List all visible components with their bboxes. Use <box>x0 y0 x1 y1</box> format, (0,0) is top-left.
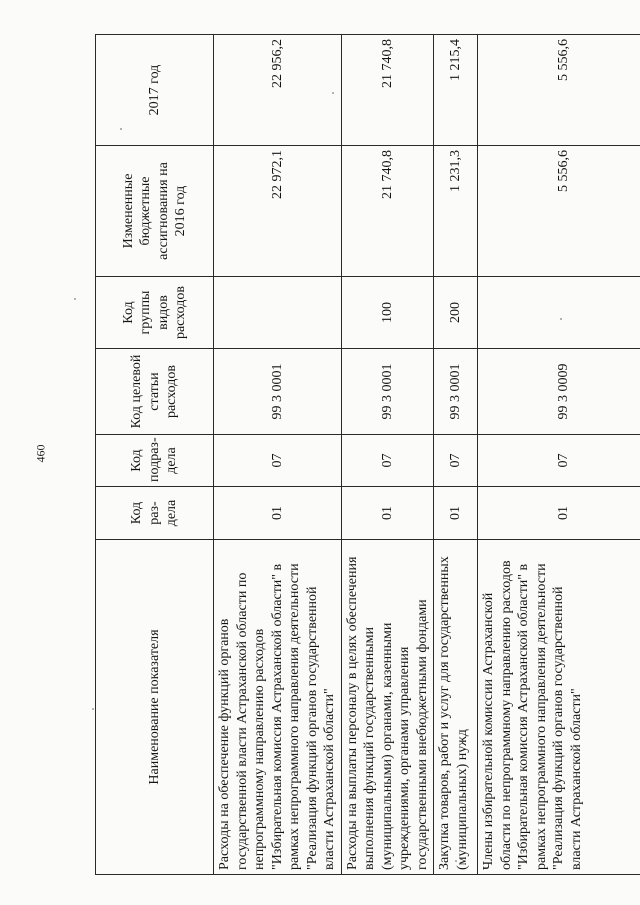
header-expense-group-code: Код группы видов расходов <box>96 277 214 349</box>
row-changed-2016: 1 231,3 <box>434 146 478 277</box>
row-target-article: 99 3 0001 <box>341 349 434 435</box>
row-target-article: 99 3 0001 <box>434 349 478 435</box>
row-name: Расходы на обеспечение функций органов государственной власти Астраханской области по непрограммному направлению расходов "Избирательная комиссия Астраханской области" в рамках непрограммного направления деятельности "Реализация функций органов государственной власти Астраханской области" <box>214 540 342 875</box>
header-name: Наименование показателя <box>96 540 214 875</box>
scan-speck <box>92 708 94 710</box>
row-section-code: 01 <box>434 487 478 540</box>
row-changed-2016: 22 972,1 <box>214 146 342 277</box>
row-expense-group: 200 <box>434 277 478 349</box>
row-expense-group: 100 <box>341 277 434 349</box>
row-subsection-code: 07 <box>214 435 342 487</box>
row-section-code: 01 <box>478 487 640 540</box>
table-header-row <box>96 35 214 875</box>
row-target-article: 99 3 0001 <box>214 349 342 435</box>
header-section-code: Код раз-дела <box>96 487 214 540</box>
table-row <box>434 35 478 875</box>
page-number: 460 <box>33 444 48 463</box>
row-year-2017: 1 215,4 <box>434 35 478 146</box>
table-row <box>214 35 342 875</box>
row-year-2017: 5 556,6 <box>478 35 640 146</box>
row-subsection-code: 07 <box>478 435 640 487</box>
rotated-table-wrapper <box>95 35 584 875</box>
table-row <box>341 35 434 875</box>
row-name: Закупка товаров, работ и услуг для государственных (муниципальных) нужд <box>434 540 478 875</box>
row-subsection-code: 07 <box>434 435 478 487</box>
budget-table <box>95 34 640 875</box>
header-target-article-code: Код целевой статьи расходов <box>96 349 214 435</box>
header-year-2017: 2017 год <box>96 35 214 146</box>
row-name: Члены избирательной комиссии Астраханской области по непрограммному направлению расходов "Избирательная комиссия Астраханской области" в рамках непрограммного направления деятельности "Реализация функций органов государственной власти Астраханской области" <box>478 540 640 875</box>
row-year-2017: 21 740,8 <box>341 35 434 146</box>
row-expense-group <box>214 277 342 349</box>
row-target-article: 99 3 0009 <box>478 349 640 435</box>
scan-speck <box>74 298 76 300</box>
row-subsection-code: 07 <box>341 435 434 487</box>
table-row <box>478 35 640 875</box>
row-changed-2016: 5 556,6 <box>478 146 640 277</box>
row-section-code: 01 <box>214 487 342 540</box>
row-name: Расходы на выплаты персоналу в целях обеспечения выполнения функций государственными (муниципальными) органами, казенными учреждениями, органами управления государственными внебюджетными фондами <box>341 540 434 875</box>
row-expense-group <box>478 277 640 349</box>
header-subsection-code: Код подраз-дела <box>96 435 214 487</box>
header-changed-2016: Измененные бюджетные ассигнования на 2016 год <box>96 146 214 277</box>
row-year-2017: 22 956,2 <box>214 35 342 146</box>
row-changed-2016: 21 740,8 <box>341 146 434 277</box>
row-section-code: 01 <box>341 487 434 540</box>
